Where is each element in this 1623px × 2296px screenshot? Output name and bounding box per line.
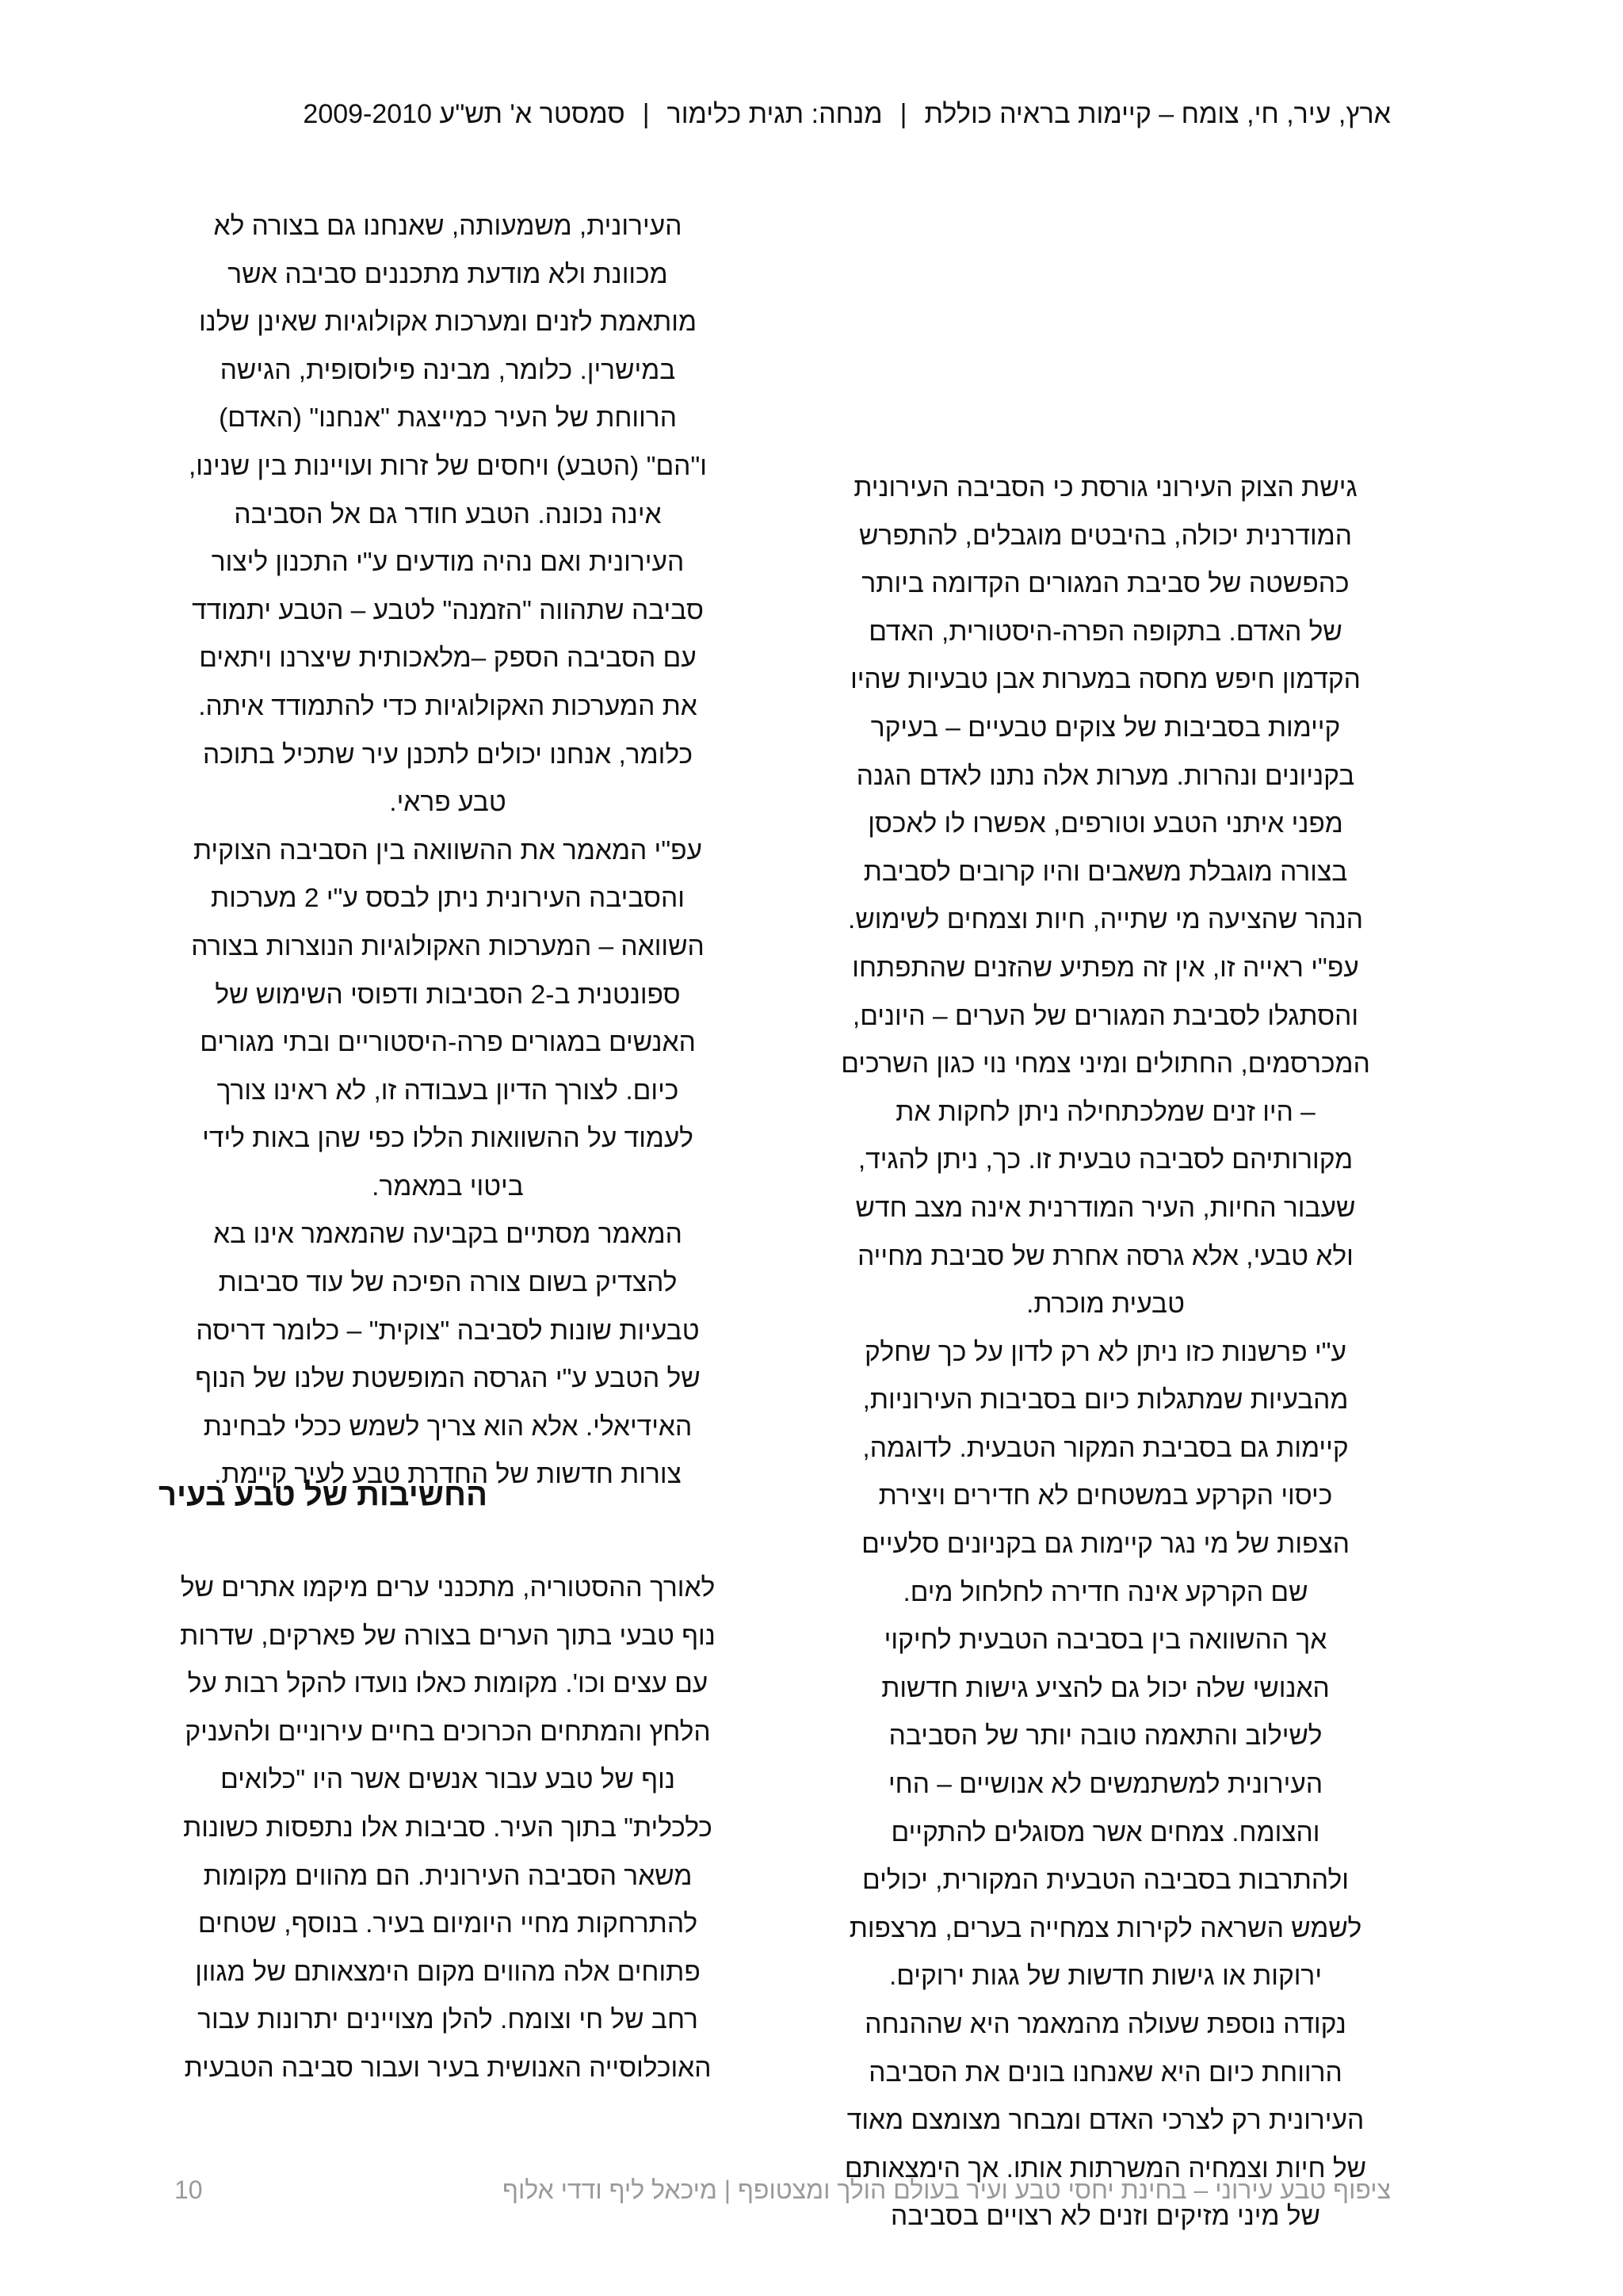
text-line: הרווחת כיום היא שאנחנו בונים את הסביבה	[869, 2057, 1342, 2088]
text-line: טבעיות שונות לסביבה "צוקית" – כלומר דריסה	[196, 1316, 700, 1346]
text-line: העירונית רק לצרכי האדם ומבחר מצומצם מאוד	[846, 2106, 1365, 2136]
text-line: האנושי שלה יכול גם להציע גישות חדשות	[881, 1673, 1330, 1703]
text-line: של חיות וצמחיה המשרתות אותו. אך הימצאותם	[844, 2153, 1367, 2183]
text-line: כיסוי הקרקע במשטחים לא חדירים ויצירת	[878, 1481, 1333, 1511]
text-line: גישת הצוק העירוני גורסת כי הסביבה העירונית	[854, 473, 1358, 502]
footer-text: ציפוף טבע עירוני – בחינת יחסי טבע ועיר בעולם הולך ומצטופף | מיכאל ליף ודדי אלוף	[502, 2176, 1391, 2204]
text-line: להצדיק בשום צורה הפיכה של עוד סביבות	[218, 1268, 678, 1298]
text-line: להתרחקות מחיי היומיום בעיר. בנוסף, שטחים	[197, 1909, 698, 1939]
text-line: האידיאלי. אלא הוא צריך לשמש ככלי לבחינת	[203, 1412, 693, 1442]
text-line: של הטבע ע"י הגרסה המופשטת שלנו של הנוף	[195, 1364, 701, 1394]
text-line: ספונטנית ב-2 הסביבות ודפוסי השימוש של	[215, 980, 681, 1010]
text-line: בצורה מוגבלת משאבים והיו קרובים לסביבת	[863, 857, 1348, 887]
text-line: עם עצים וכו'. מקומות כאלו נועדו להקל רבות על	[187, 1669, 708, 1699]
text-line: ולהתרבות בסביבה הטבעית המקורית, יכולים	[862, 1866, 1349, 1896]
text-line: משאר הסביבה העירונית. הם מהווים מקומות	[203, 1861, 693, 1891]
text-line: כיום. לצורך הדיון בעבודה זו, לא ראינו צורך	[216, 1075, 679, 1106]
text-line: רחב של חי וצומח. להלן מצויינים יתרונות עבור	[197, 2005, 698, 2035]
text-line: נקודה נוספת שעולה מהמאמר היא שההנחה	[865, 2010, 1346, 2039]
text-line: הנהר שהציעה מי שתייה, חיות וצמחים לשימוש.	[848, 905, 1363, 935]
text-line: כלומר, אנחנו יכולים לתכנן עיר שתכיל בתוכה	[202, 739, 693, 770]
page-number: 10	[174, 2176, 203, 2204]
text-line: המאמר מסתיים בקביעה שהמאמר אינו בא	[213, 1220, 682, 1250]
text-line: ירוקות או גישות חדשות של גגות ירוקים.	[888, 1962, 1323, 1992]
text-line: – היו זנים שמלכתחילה ניתן לחקות את	[896, 1097, 1316, 1127]
text-line: והצומח. צמחים אשר מסוגלים להתקיים	[891, 1817, 1320, 1847]
text-line: העירונית ואם נהיה מודעים ע"י התכנון ליצור	[211, 548, 685, 578]
header-instructor: מנחה: תגית כלימור	[666, 99, 883, 129]
text-line: לשמש השראה לקירות צמחייה בערים, מרצפות	[849, 1913, 1362, 1943]
text-line: שם הקרקע אינה חדירה לחלחול מים.	[903, 1577, 1308, 1607]
text-line: מהבעיות שמתגלות כיום בסביבות העירוניות,	[862, 1385, 1349, 1415]
text-line: סביבה שתהווה "הזמנה" לטבע – הטבע יתמודד	[192, 595, 704, 625]
text-line: של מיני מזיקים וזנים לא רצויים בסביבה	[891, 2202, 1320, 2232]
text-line: ולא טבעי, אלא גרסה אחרת של סביבת מחייה	[857, 1241, 1354, 1271]
text-line: שעבור החיות, העיר המודרנית אינה מצב חדש	[855, 1193, 1356, 1223]
header-separator: |	[899, 99, 907, 129]
left-text-column-top	[155, 203, 741, 1499]
text-line: הלחץ והמתחים הכרוכים בחיים עירוניים ולהעניק	[185, 1717, 711, 1747]
text-line: לשילוב והתאמה טובה יותר של הסביבה	[888, 1721, 1323, 1752]
section-heading	[158, 1473, 735, 1517]
text-line: הרווחת של העיר כמייצגת "אנחנו" (האדם)	[219, 403, 677, 434]
text-line: נוף של טבע עבור אנשים אשר היו "כלואים	[220, 1765, 675, 1795]
text-line: קיימות בסביבות של צוקים טבעיים – בעיקר	[870, 712, 1341, 743]
text-line: נוף טבעי בתוך הערים בצורה של פארקים, שדרות	[180, 1621, 716, 1651]
text-line: העירונית למשתמשים לא אנושיים – החי	[888, 1770, 1323, 1800]
text-line: קיימות גם בסביבת המקור הטבעית. לדוגמה,	[862, 1433, 1349, 1463]
header-course: ארץ, עיר, חי, צומח – קיימות בראיה כוללת	[924, 99, 1391, 129]
text-line: עפ"י המאמר את ההשוואה בין הסביבה הצוקית	[193, 835, 703, 865]
text-line: האנשים במגורים פרה-היסטוריים ובתי מגורים	[200, 1028, 696, 1058]
page-footer	[174, 2170, 1391, 2210]
text-line: המודרנית יכולה, בהיבטים מוגבלים, להתפרש	[858, 521, 1353, 551]
text-line: עם הסביבה הספק –מלאכותית שיצרנו ויתאים	[199, 644, 697, 674]
text-line: עפ"י ראייה זו, אין זה מפתיע שהזנים שהתפתחו	[852, 953, 1359, 983]
text-line: פתוחים אלה מהווים מקום הימצאותם של מגוון	[195, 1957, 701, 1987]
text-line: כהפשטה של סביבת המגורים הקדומה ביותר	[861, 569, 1350, 599]
text-line: לאורך ההסטוריה, מתכנני ערים מיקמו אתרים של	[180, 1573, 716, 1603]
text-line: מקורותיהם לסביבה טבעית זו. כך, ניתן להגיד,	[857, 1145, 1354, 1175]
text-line: בקניונים ונהרות. מערות אלה נתנו לאדם הגנה	[856, 761, 1355, 791]
text-line: של האדם. בתקופה הפרה-היסטורית, האדם	[869, 617, 1342, 647]
text-line: טבעית מוכרת.	[1026, 1289, 1185, 1320]
left-text-column-bottom	[155, 1564, 741, 2093]
text-line: טבע פראי.	[389, 788, 506, 818]
text-line: אינה נכונה. הטבע חודר גם אל הסביבה	[234, 499, 662, 529]
text-line: השוואה – המערכות האקולוגיות הנוצרות בצורה	[191, 931, 705, 961]
text-line: והסתגלו לסביבת המגורים של הערים – היונים,	[852, 1001, 1359, 1031]
text-line: מפני איתני הטבע וטורפים, אפשרו לו לאכסן	[868, 809, 1343, 839]
text-line: צורות חדשות של החדרת טבע לעיר קיימת.	[214, 1460, 682, 1490]
section-title-text: החשיבות של טבע בעיר	[158, 1477, 488, 1512]
text-line: מותאמת לזנים ומערכות אקולוגיות שאינן שלנו	[198, 308, 697, 338]
text-line: ע"י פרשנות כזו ניתן לא רק לדון על כך שחלק	[864, 1337, 1347, 1367]
text-line: והסביבה העירונית ניתן לבסס ע"י 2 מערכות	[211, 884, 685, 914]
text-line: במישרין. כלומר, מבינה פילוסופית, הגישה	[220, 355, 676, 385]
text-line: מכוונת ולא מודעת מתכננים סביבה אשר	[227, 259, 668, 289]
right-text-column	[820, 464, 1391, 2241]
text-line: העירונית, משמעותה, שאנחנו גם בצורה לא	[213, 212, 682, 241]
text-line: הצפות של מי נגר קיימות גם בקניונים סלעיים	[861, 1530, 1350, 1560]
text-line: לעמוד על ההשוואות הללו כפי שהן באות לידי	[202, 1124, 693, 1154]
text-line: הקדמון חיפש מחסה במערות אבן טבעיות שהיו	[850, 665, 1361, 695]
text-line: ו"הם" (הטבע) ויחסים של זרות ועויינות בין שנינו,	[188, 451, 708, 481]
header-semester: סמסטר א' תש"ע 2009-2010	[303, 99, 625, 129]
text-line: את המערכות האקולוגיות כדי להתמודד איתה.	[198, 691, 697, 721]
text-line: כלכלית" בתוך העיר. סביבות אלו נתפסות כשונות	[183, 1813, 712, 1843]
text-line: אך ההשוואה בין בסביבה הטבעית לחיקוי	[884, 1626, 1327, 1656]
text-line: ביטוי במאמר.	[372, 1171, 524, 1201]
text-line: האוכלוסייה האנושית בעיר ועבור סביבה הטבעית	[184, 2053, 712, 2083]
page-header	[202, 95, 1391, 133]
header-separator: |	[642, 99, 650, 129]
text-line: המכרסמים, החתולים ומיני צמחי נוי כגון השרכים	[841, 1049, 1370, 1079]
